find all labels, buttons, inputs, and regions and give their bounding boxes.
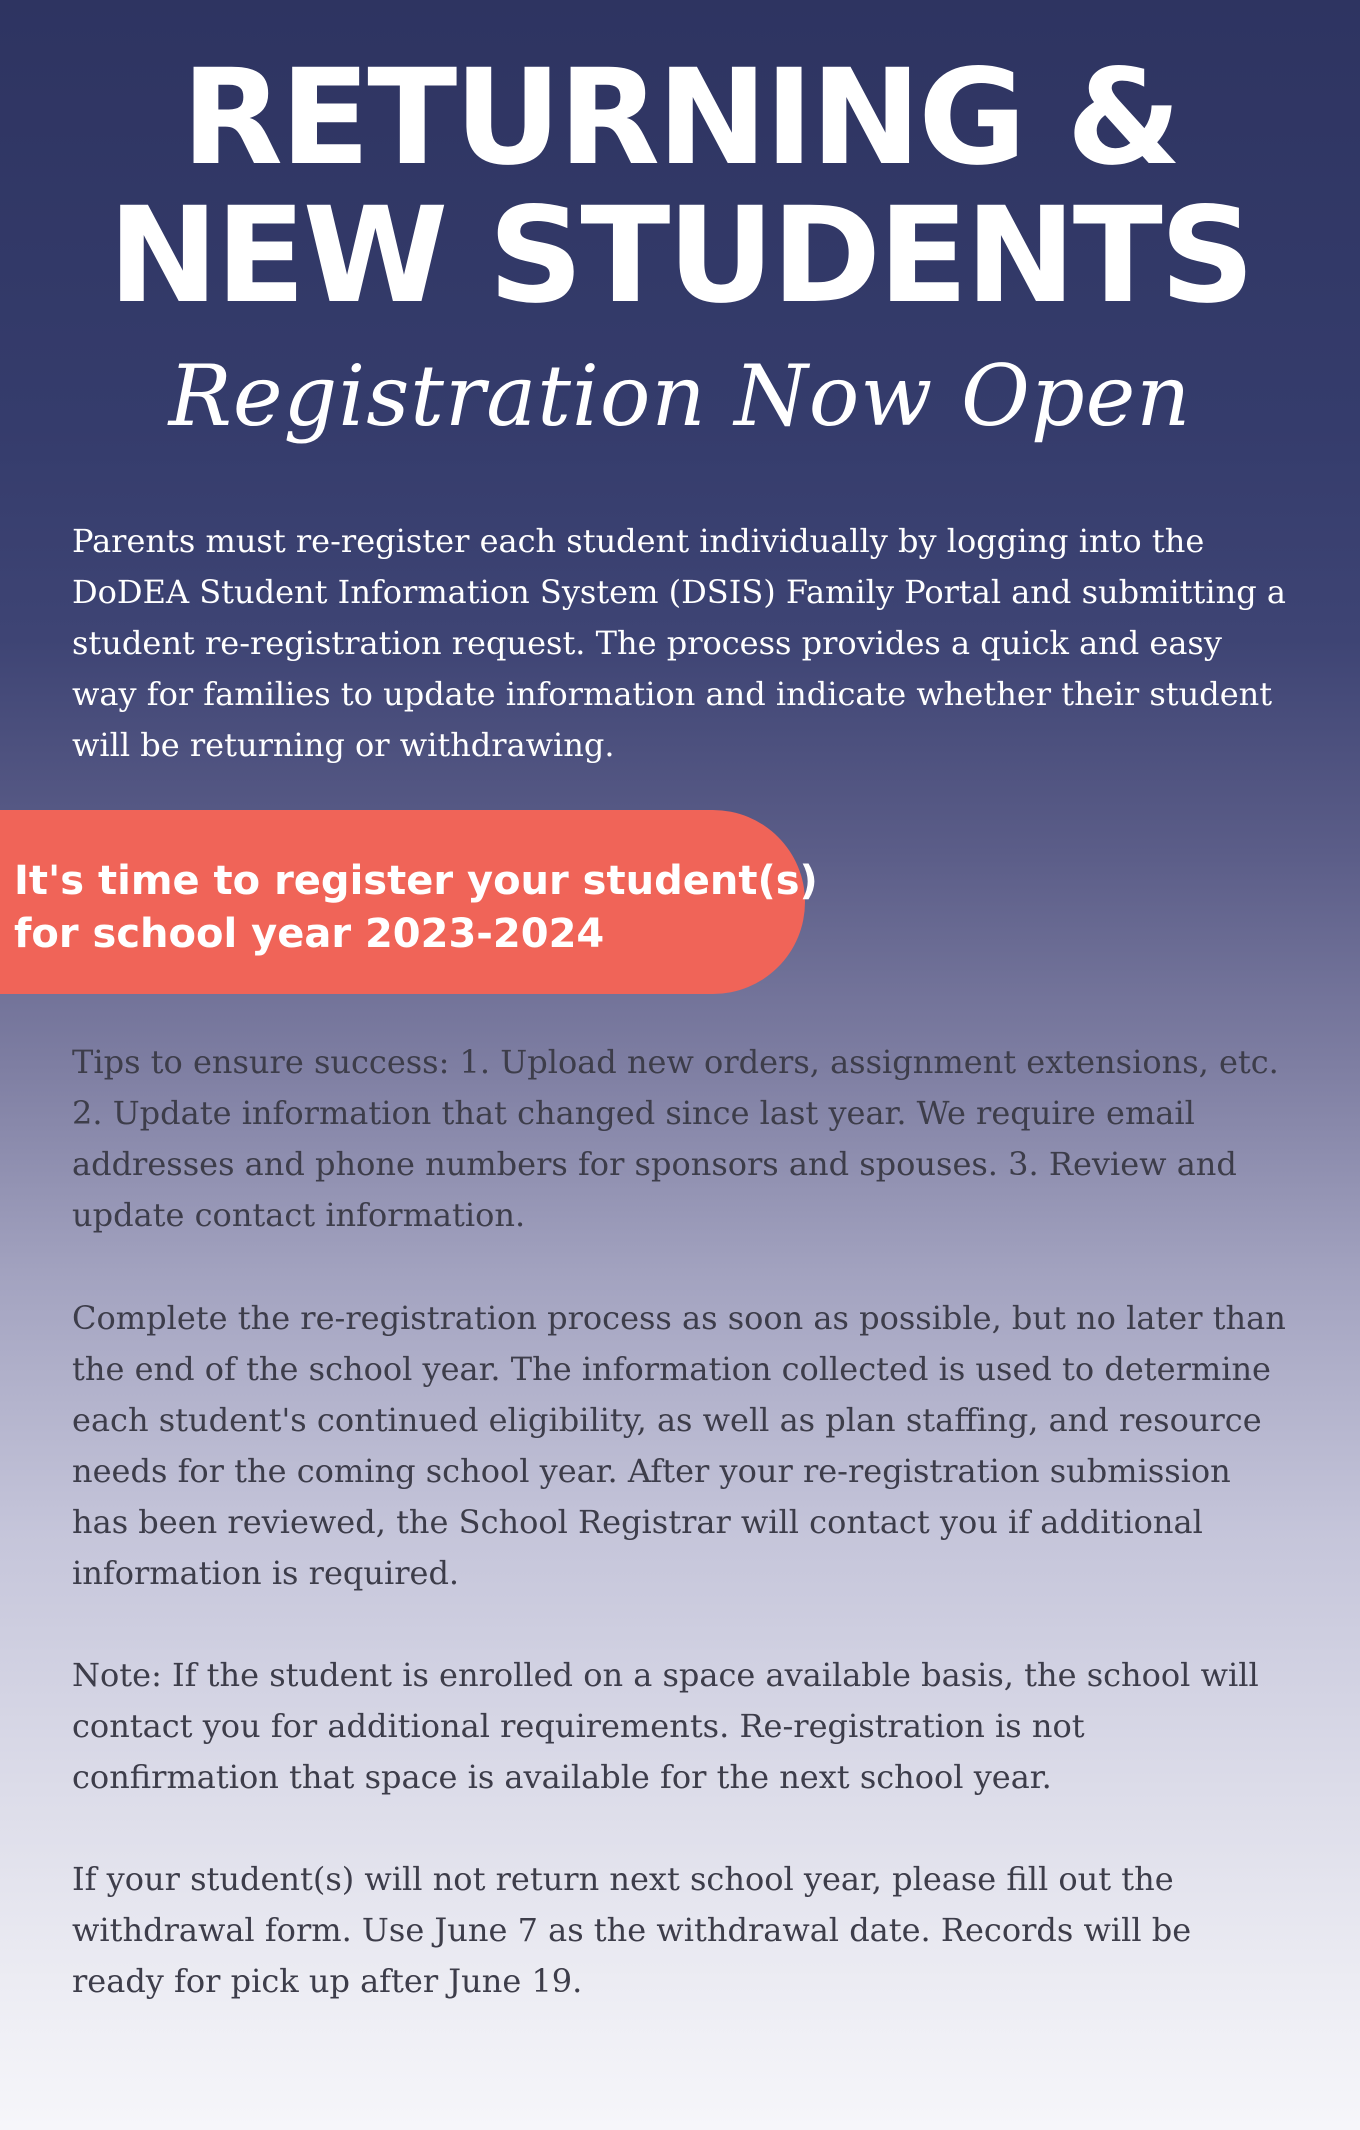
registration-banner — [0, 810, 818, 994]
title-line-2: NEW STUDENTS — [108, 179, 1252, 333]
complete-paragraph: Complete the re-registration process as soon as possible, but no later than the end of the school year. The information collected is used to determine each student's continued eligibility, as well as plan staffing, and resource needs for the coming school year. After your re-registration submission has been reviewed, the School Registrar will contact you if additional information is required. — [72, 1299, 1286, 1592]
title-line-1: RETURNING & — [181, 41, 1179, 195]
intro-paragraph: Parents must re-register each student individually by logging into the DoDEA Student Information System (DSIS) Family Portal and submitting a student re-registration request. The process provides a quick and easy way for families to update information and indicate whether their student will be returning or withdrawing. — [72, 522, 1286, 764]
withdrawal-paragraph: If your student(s) will not return next school year, please fill out the withdrawal form. Use June 7 as the withdrawal date. Records will be ready for pick up after June 19. — [72, 1860, 1192, 2000]
tips-paragraph: Tips to ensure success: 1. Upload new orders, assignment extensions, etc. 2. Update information that changed since last year. We require email addresses and phone numbers for sponsors and spouses. 3. Review and update contact information. — [72, 1043, 1279, 1234]
banner-line-2: for school year 2023-2024 — [14, 911, 605, 957]
subtitle: Registration Now Open — [168, 347, 1192, 445]
banner-line-1: It's time to register your student(s) — [14, 858, 818, 904]
note-paragraph: Note: If the student is enrolled on a space available basis, the school will contact you for additional requirements. Re-registration is not confirmation that space is available for the next school year. — [72, 1656, 1259, 1796]
